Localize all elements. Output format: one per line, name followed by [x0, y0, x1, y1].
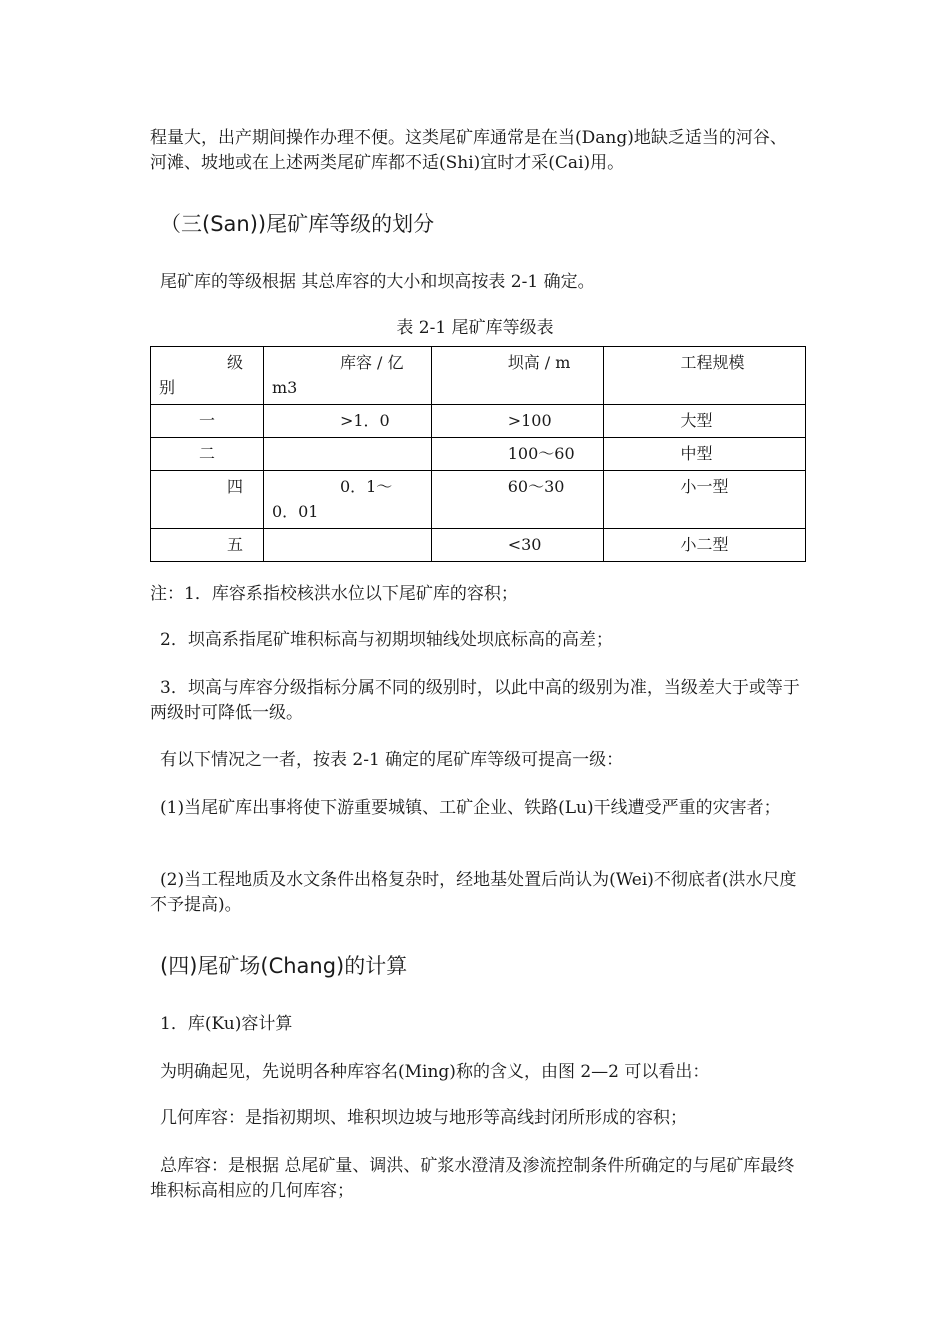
- cell-height: 60～30: [431, 471, 604, 529]
- cell-capacity: >1．0: [263, 405, 431, 438]
- note-1: 注：1．库容系指校核洪水位以下尾矿库的容积；: [150, 584, 518, 604]
- table-row: [151, 529, 806, 562]
- cell-scale: 小一型: [604, 471, 806, 529]
- table-row: [151, 471, 806, 529]
- grade-table: [150, 346, 806, 562]
- paragraph-capacity-intro: 为明确起见，先说明各种库容名(Ming)称的含义，由图 2—2 可以看出：: [160, 1062, 710, 1082]
- cell-height: <30: [431, 529, 604, 562]
- cell-scale: 小二型: [604, 529, 806, 562]
- table-row: [151, 405, 806, 438]
- subheading-capacity-calc: 1．库(Ku)容计算: [160, 1014, 293, 1034]
- note-2: 2．坝高系指尾矿堆积标高与初期坝轴线处坝底标高的高差；: [160, 630, 613, 650]
- header-capacity: 库容 / 亿 m3: [263, 347, 431, 405]
- cell-grade: 一: [151, 405, 264, 438]
- table-row: [151, 438, 806, 471]
- cell-capacity: [263, 438, 431, 471]
- cell-scale: 中型: [604, 438, 806, 471]
- header-grade: 级 别: [151, 347, 264, 405]
- note-3: 3．坝高与库容分级指标分属不同的级别时，以此中高的级别为准，当级差大于或等于两级时可降低一级。: [150, 678, 800, 723]
- table-caption: 表 2-1 尾矿库等级表: [396, 318, 554, 338]
- header-height: 坝高 / m: [431, 347, 604, 405]
- paragraph-case-1: (1)当尾矿库出事将使下游重要城镇、工矿企业、铁路(Lu)干线遭受严重的灾害者；: [160, 798, 781, 818]
- cell-capacity: 0．1～ 0．01: [263, 471, 431, 529]
- section-heading-3: （三(San))尾矿库等级的划分: [160, 212, 435, 236]
- cell-capacity: [263, 529, 431, 562]
- paragraph-grade-intro: 尾矿库的等级根据 其总库容的大小和坝高按表 2-1 确定。: [160, 272, 595, 292]
- section-heading-4: (四)尾矿场(Chang)的计算: [160, 954, 408, 978]
- paragraph-upgrade-intro: 有以下情况之一者，按表 2-1 确定的尾矿库等级可提高一级：: [160, 750, 624, 770]
- cell-grade: 四: [151, 471, 264, 529]
- cell-grade: 二: [151, 438, 264, 471]
- paragraph-total-capacity: 总库容：是根据 总尾矿量、调洪、矿浆水澄清及渗流控制条件所确定的与尾矿库最终堆积标高相应的几何库容；: [150, 1156, 795, 1201]
- paragraph-continuation: 程量大，出产期间操作办理不便。这类尾矿库通常是在当(Dang)地缺乏适当的河谷、河滩、坡地或在上述两类尾矿库都不适(Shi)宜时才采(Cai)用。: [150, 128, 787, 173]
- header-scale: 工程规模: [604, 347, 806, 405]
- cell-grade: 五: [151, 529, 264, 562]
- paragraph-case-2: (2)当工程地质及水文条件出格复杂时，经地基处置后尚认为(Wei)不彻底者(洪水尺度不予提高)。: [150, 870, 797, 915]
- cell-scale: 大型: [604, 405, 806, 438]
- cell-height: 100～60: [431, 438, 604, 471]
- cell-height: >100: [431, 405, 604, 438]
- table-header-row: [151, 347, 806, 405]
- paragraph-geometric-capacity: 几何库容：是指初期坝、堆积坝边坡与地形等高线封闭所形成的容积；: [160, 1108, 687, 1128]
